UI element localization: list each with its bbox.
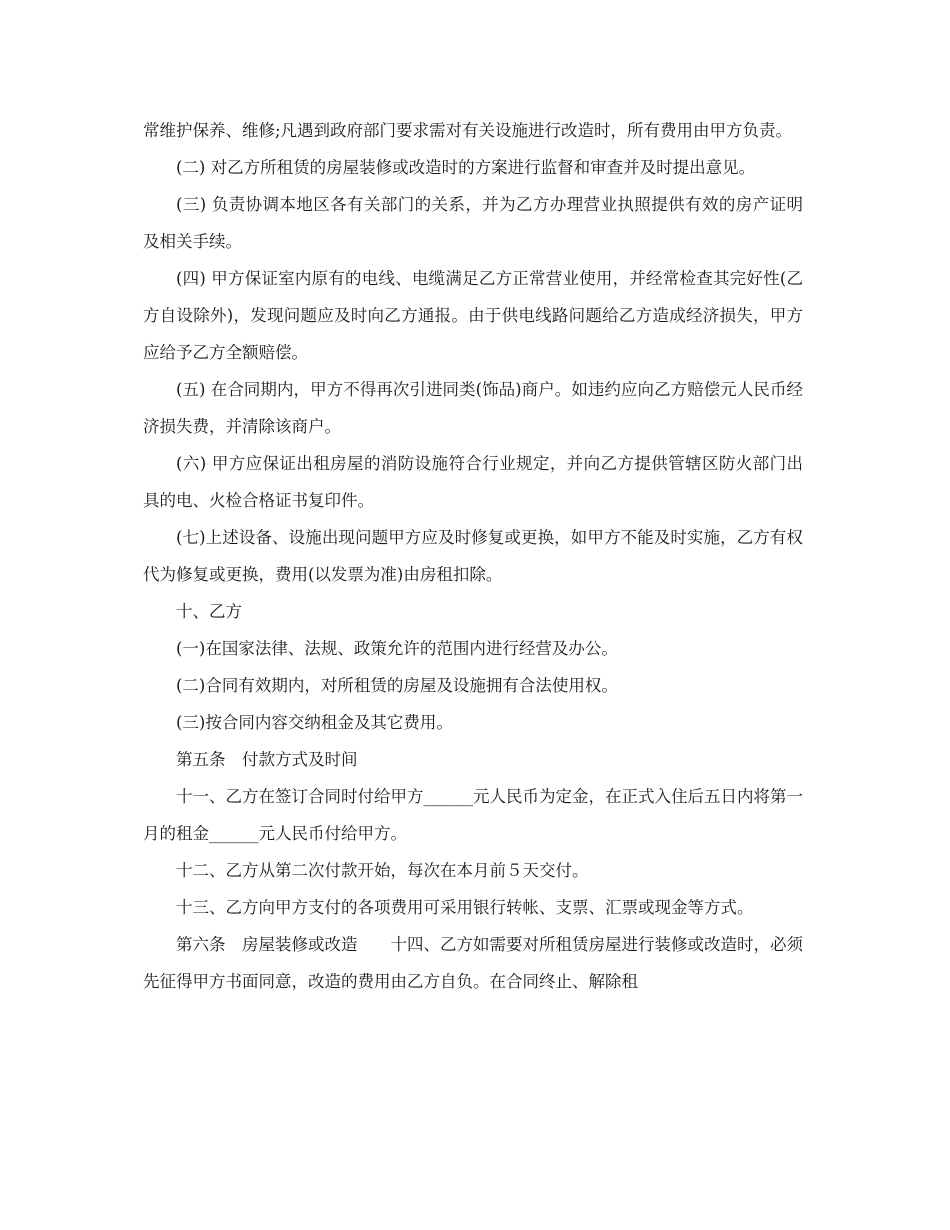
paragraph-article-6-item-14: 第六条 房屋装修或改造 十四、乙方如需要对所租赁房屋进行装修或改造时，必须先征得甲方书面同意，改造的费用由乙方自负。在合同终止、解除租 <box>143 935 803 991</box>
article-heading-5: 第五条 付款方式及时间 <box>176 750 358 769</box>
paragraph-item-13: 十三、乙方向甲方支付的各项费用可采用银行转帐、支票、汇票或现金等方式。 <box>176 898 754 917</box>
paragraph-item-11: 十一、乙方在签订合同时付给甲方______元人民币为定金，在正式入住后五日内将第一月的租金______元人民币付给甲方。 <box>143 787 803 843</box>
paragraph-party-b-2: (二)合同有效期内，对所租赁的房屋及设施拥有合法使用权。 <box>176 676 618 695</box>
paragraph-clause-5: (五) 在合同期内，甲方不得再次引进同类(饰品)商户。如违约应向乙方赔偿元人民币经济损失费，并清除该商户。 <box>143 380 803 436</box>
paragraph-party-b-3: (三)按合同内容交纳租金及其它费用。 <box>176 713 453 732</box>
paragraph-clause-6: (六) 甲方应保证出租房屋的消防设施符合行业规定，并向乙方提供管辖区防火部门出具的电、火检合格证书复印件。 <box>143 454 803 510</box>
section-heading-party-b: 十、乙方 <box>176 602 242 621</box>
paragraph-clause-7: (七)上述设备、设施出现问题甲方应及时修复或更换，如甲方不能及时实施，乙方有权代为修复或更换，费用(以发票为准)由房租扣除。 <box>143 528 803 584</box>
paragraph-clause-4: (四) 甲方保证室内原有的电线、电缆满足乙方正常营业使用，并经常检查其完好性(乙方自设除外)，发现问题应及时向乙方通报。由于供电线路问题给乙方造成经济损失，甲方应给予乙方全额赔偿。 <box>143 269 803 362</box>
paragraph-clause-3: (三) 负责协调本地区各有关部门的关系，并为乙方办理营业执照提供有效的房产证明及相关手续。 <box>143 195 803 251</box>
paragraph-party-b-1: (一)在国家法律、法规、政策允许的范围内进行经营及办公。 <box>176 639 618 658</box>
paragraph-clause-2: (二) 对乙方所租赁的房屋装修或改造时的方案进行监督和审查并及时提出意见。 <box>176 158 756 177</box>
paragraph-item-12: 十二、乙方从第二次付款开始，每次在本月前５天交付。 <box>176 861 589 880</box>
document-page <box>143 112 803 1000</box>
paragraph-continuation: 常维护保养、维修;凡遇到政府部门要求需对有关设施进行改造时，所有费用由甲方负责。 <box>143 121 793 140</box>
